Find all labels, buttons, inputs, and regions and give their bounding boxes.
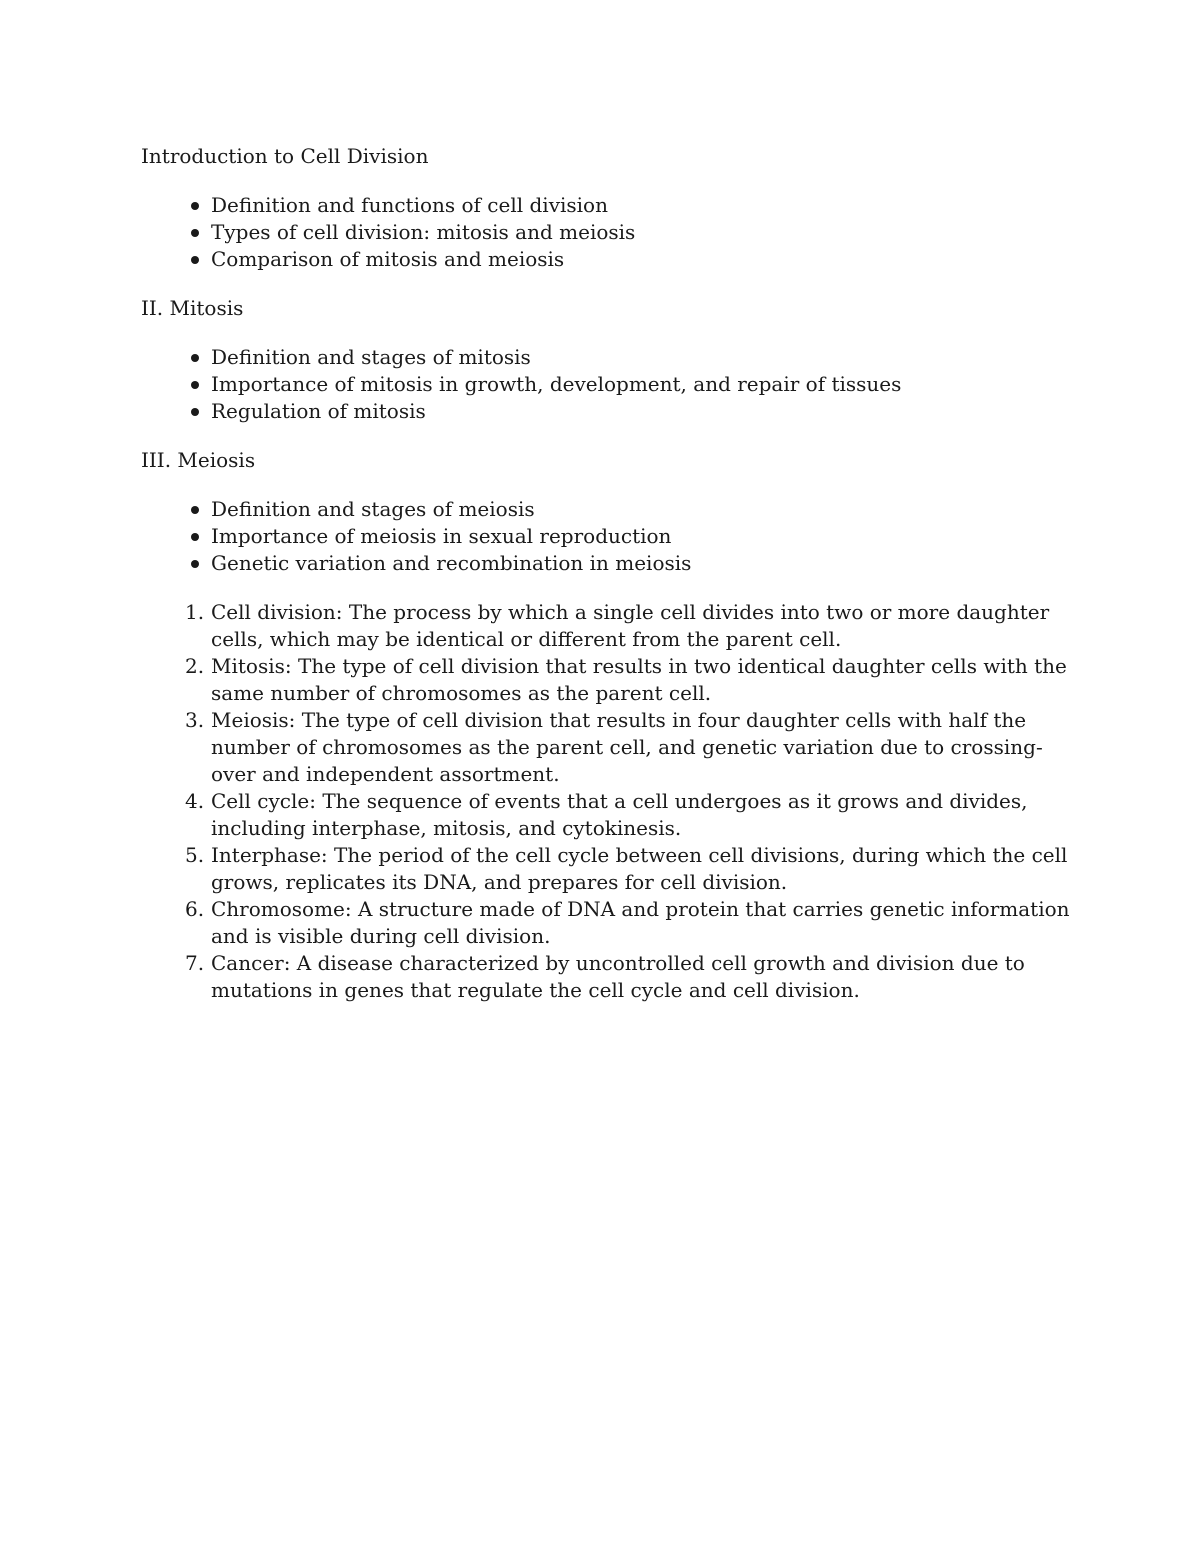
list-item-text: Definition and functions of cell division: [211, 193, 608, 217]
definition-number: 1.: [185, 600, 205, 624]
definition-number: 6.: [185, 897, 205, 921]
bullet-icon: [191, 408, 199, 416]
list-item-text: Regulation of mitosis: [211, 399, 426, 423]
bullet-icon: [191, 381, 199, 389]
list-item: [211, 192, 1071, 219]
list-item: [211, 398, 1071, 425]
list-item-text: Definition and stages of mitosis: [211, 345, 531, 369]
definition-item: [185, 788, 1071, 842]
list-item-text: Genetic variation and recombination in meiosis: [211, 551, 692, 575]
bullet-list: [141, 496, 1071, 577]
list-item-text: Importance of mitosis in growth, development, and repair of tissues: [211, 372, 902, 396]
definition-item: [185, 950, 1071, 1004]
definition-text: Meiosis: The type of cell division that results in four daughter cells with half the number of chromosomes as the parent cell, and genetic variation due to crossing-over and independent assortment.: [211, 708, 1043, 786]
definition-text: Cell cycle: The sequence of events that a cell undergoes as it grows and divides, including interphase, mitosis, and cytokinesis.: [211, 789, 1028, 840]
list-item-text: Definition and stages of meiosis: [211, 497, 535, 521]
list-item: [211, 550, 1071, 577]
definition-item: [185, 599, 1071, 653]
definition-item: [185, 707, 1071, 788]
definitions-list: [141, 599, 1071, 1004]
definition-number: 3.: [185, 708, 205, 732]
list-item: [211, 219, 1071, 246]
definition-item: [185, 896, 1071, 950]
bullet-icon: [191, 506, 199, 514]
bullet-list: [141, 192, 1071, 273]
bullet-icon: [191, 202, 199, 210]
section-heading: III. Meiosis: [141, 448, 256, 472]
list-item: [211, 246, 1071, 273]
list-item: [211, 371, 1071, 398]
definition-text: Cancer: A disease characterized by uncontrolled cell growth and division due to mutations in genes that regulate the cell cycle and cell division.: [211, 951, 1025, 1002]
bullet-icon: [191, 533, 199, 541]
bullet-icon: [191, 560, 199, 568]
definition-number: 2.: [185, 654, 205, 678]
definition-text: Interphase: The period of the cell cycle between cell divisions, during which the cell grows, replicates its DNA, and prepares for cell division.: [211, 843, 1068, 894]
definition-number: 4.: [185, 789, 205, 813]
definition-number: 5.: [185, 843, 205, 867]
definition-item: [185, 653, 1071, 707]
list-item-text: Comparison of mitosis and meiosis: [211, 247, 565, 271]
section-heading: Introduction to Cell Division: [141, 144, 429, 168]
bullet-list: [141, 344, 1071, 425]
list-item: [211, 344, 1071, 371]
bullet-icon: [191, 354, 199, 362]
bullet-icon: [191, 256, 199, 264]
section-heading: II. Mitosis: [141, 296, 244, 320]
bullet-icon: [191, 229, 199, 237]
definition-number: 7.: [185, 951, 205, 975]
list-item: [211, 496, 1071, 523]
definition-text: Mitosis: The type of cell division that results in two identical daughter cells with the same number of chromosomes as the parent cell.: [211, 654, 1067, 705]
definition-text: Cell division: The process by which a single cell divides into two or more daughter cells, which may be identical or different from the parent cell.: [211, 600, 1050, 651]
list-item: [211, 523, 1071, 550]
definition-text: Chromosome: A structure made of DNA and protein that carries genetic information and is visible during cell division.: [211, 897, 1070, 948]
document-content: [141, 143, 1071, 1004]
definition-item: [185, 842, 1071, 896]
list-item-text: Types of cell division: mitosis and meiosis: [211, 220, 636, 244]
list-item-text: Importance of meiosis in sexual reproduction: [211, 524, 672, 548]
